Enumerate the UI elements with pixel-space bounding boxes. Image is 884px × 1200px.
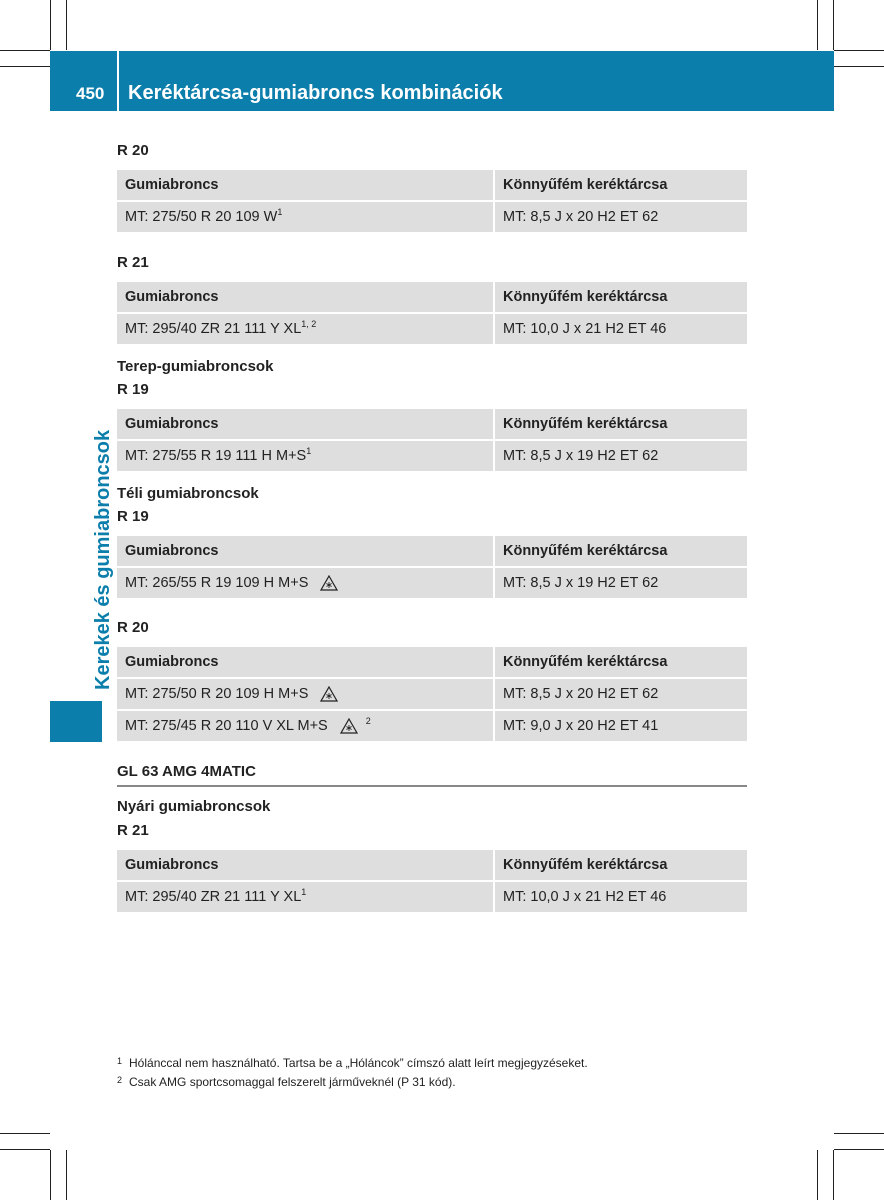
tire-cell: MT: 275/45 R 20 110 V XL M+S $^2$ <box>117 711 493 741</box>
header-divider <box>117 51 119 111</box>
snowflake-mountain-icon <box>340 718 358 734</box>
crop-mark <box>0 1149 50 1150</box>
column-header-tire: Gumiabroncs <box>117 536 493 566</box>
rim-cell: MT: 8,5 J x 20 H2 ET 62 <box>495 202 747 232</box>
section-heading: Terep-gumiabroncsok <box>117 358 274 375</box>
section-heading: R 20 <box>117 142 149 159</box>
crop-mark <box>66 0 67 50</box>
crop-mark <box>833 0 834 50</box>
footnote: $^1$ Hólánccal nem használható. Tartsa be a „Hóláncok” címszó alatt leírt megjegyzéseket. <box>117 1056 588 1070</box>
column-header-rim: Könnyűfém keréktárcsa <box>495 536 747 566</box>
section-subheading: R 19 <box>117 381 149 398</box>
column-header-tire: Gumiabroncs <box>117 409 493 439</box>
crop-mark <box>66 1150 67 1200</box>
snowflake-mountain-icon <box>320 575 338 591</box>
tire-cell: MT: 295/40 ZR 21 111 Y XL$^{1, 2}$ <box>117 314 493 344</box>
rim-cell: MT: 8,5 J x 19 H2 ET 62 <box>495 441 747 471</box>
rim-cell: MT: 9,0 J x 20 H2 ET 41 <box>495 711 747 741</box>
section-subheading: R 21 <box>117 822 149 839</box>
rim-cell: MT: 8,5 J x 20 H2 ET 62 <box>495 679 747 709</box>
divider <box>117 785 747 787</box>
table-row <box>117 441 747 471</box>
column-header-tire: Gumiabroncs <box>117 282 493 312</box>
crop-mark <box>834 50 884 51</box>
table-header-row <box>117 536 747 566</box>
column-header-tire: Gumiabroncs <box>117 850 493 880</box>
model-heading: GL 63 AMG 4MATIC <box>117 763 256 780</box>
section-heading: R 20 <box>117 619 149 636</box>
page-title: Keréktárcsa-gumiabroncs kombinációk <box>128 82 503 104</box>
column-header-rim: Könnyűfém keréktárcsa <box>495 409 747 439</box>
column-header-rim: Könnyűfém keréktárcsa <box>495 282 747 312</box>
footnote-ref: 1 <box>277 207 283 217</box>
tire-table <box>117 647 747 743</box>
tire-cell: MT: 265/55 R 19 109 H M+S <box>117 568 493 598</box>
crop-mark <box>834 66 884 67</box>
table-row <box>117 568 747 598</box>
crop-mark <box>50 1150 51 1200</box>
tire-table <box>117 170 747 234</box>
tire-cell: MT: 275/55 R 19 111 H $M+S^1$ <box>117 441 493 471</box>
tire-table <box>117 850 747 914</box>
table-row <box>117 882 747 912</box>
table-header-row <box>117 647 747 677</box>
snowflake-mountain-icon <box>320 686 338 702</box>
footnote: $^2$ Csak AMG sportcsomaggal felszerelt járműveknél (P 31 kód). <box>117 1075 456 1089</box>
tire-cell: MT: 275/50 R 20 109 H M+S <box>117 679 493 709</box>
crop-mark <box>817 1150 818 1200</box>
table-row <box>117 314 747 344</box>
table-row <box>117 679 747 709</box>
crop-mark <box>0 50 50 51</box>
crop-mark <box>834 1133 884 1134</box>
page-number: 450 <box>76 84 105 103</box>
rim-cell: MT: 10,0 J x 21 H2 ET 46 <box>495 882 747 912</box>
tire-cell: MT: 295/40 ZR 21 111 Y $XL^1$ <box>117 882 493 912</box>
crop-mark <box>833 1150 834 1200</box>
section-heading: Téli gumiabroncsok <box>117 485 259 502</box>
table-header-row <box>117 170 747 200</box>
column-header-rim: Könnyűfém keréktárcsa <box>495 850 747 880</box>
column-header-tire: Gumiabroncs <box>117 647 493 677</box>
section-heading: R 21 <box>117 254 149 271</box>
side-tab-label: Kerekek és gumiabroncsok <box>92 429 114 690</box>
side-tab <box>50 701 102 742</box>
table-header-row <box>117 850 747 880</box>
crop-mark <box>817 0 818 50</box>
rim-cell: MT: 10,0 J x 21 H2 ET 46 <box>495 314 747 344</box>
footnote-ref: 1 <box>306 446 312 456</box>
column-header-tire: Gumiabroncs <box>117 170 493 200</box>
table-header-row <box>117 282 747 312</box>
crop-mark <box>834 1149 884 1150</box>
tire-table <box>117 282 747 346</box>
section-heading: Nyári gumiabroncsok <box>117 798 271 815</box>
crop-mark <box>0 66 50 67</box>
table-header-row <box>117 409 747 439</box>
table-row <box>117 202 747 232</box>
tire-cell: MT: 275/50 R 20 109 $W^1$ <box>117 202 493 232</box>
footnote-ref: 1, 2 <box>301 319 317 329</box>
column-header-rim: Könnyűfém keréktárcsa <box>495 647 747 677</box>
table-row <box>117 711 747 741</box>
tire-table <box>117 409 747 473</box>
crop-mark <box>0 1133 50 1134</box>
footnote-ref: 1 <box>301 887 307 897</box>
rim-cell: MT: 8,5 J x 19 H2 ET 62 <box>495 568 747 598</box>
crop-mark <box>50 0 51 50</box>
section-subheading: R 19 <box>117 508 149 525</box>
column-header-rim: Könnyűfém keréktárcsa <box>495 170 747 200</box>
footnote-ref: 2 <box>365 716 371 726</box>
tire-table <box>117 536 747 600</box>
